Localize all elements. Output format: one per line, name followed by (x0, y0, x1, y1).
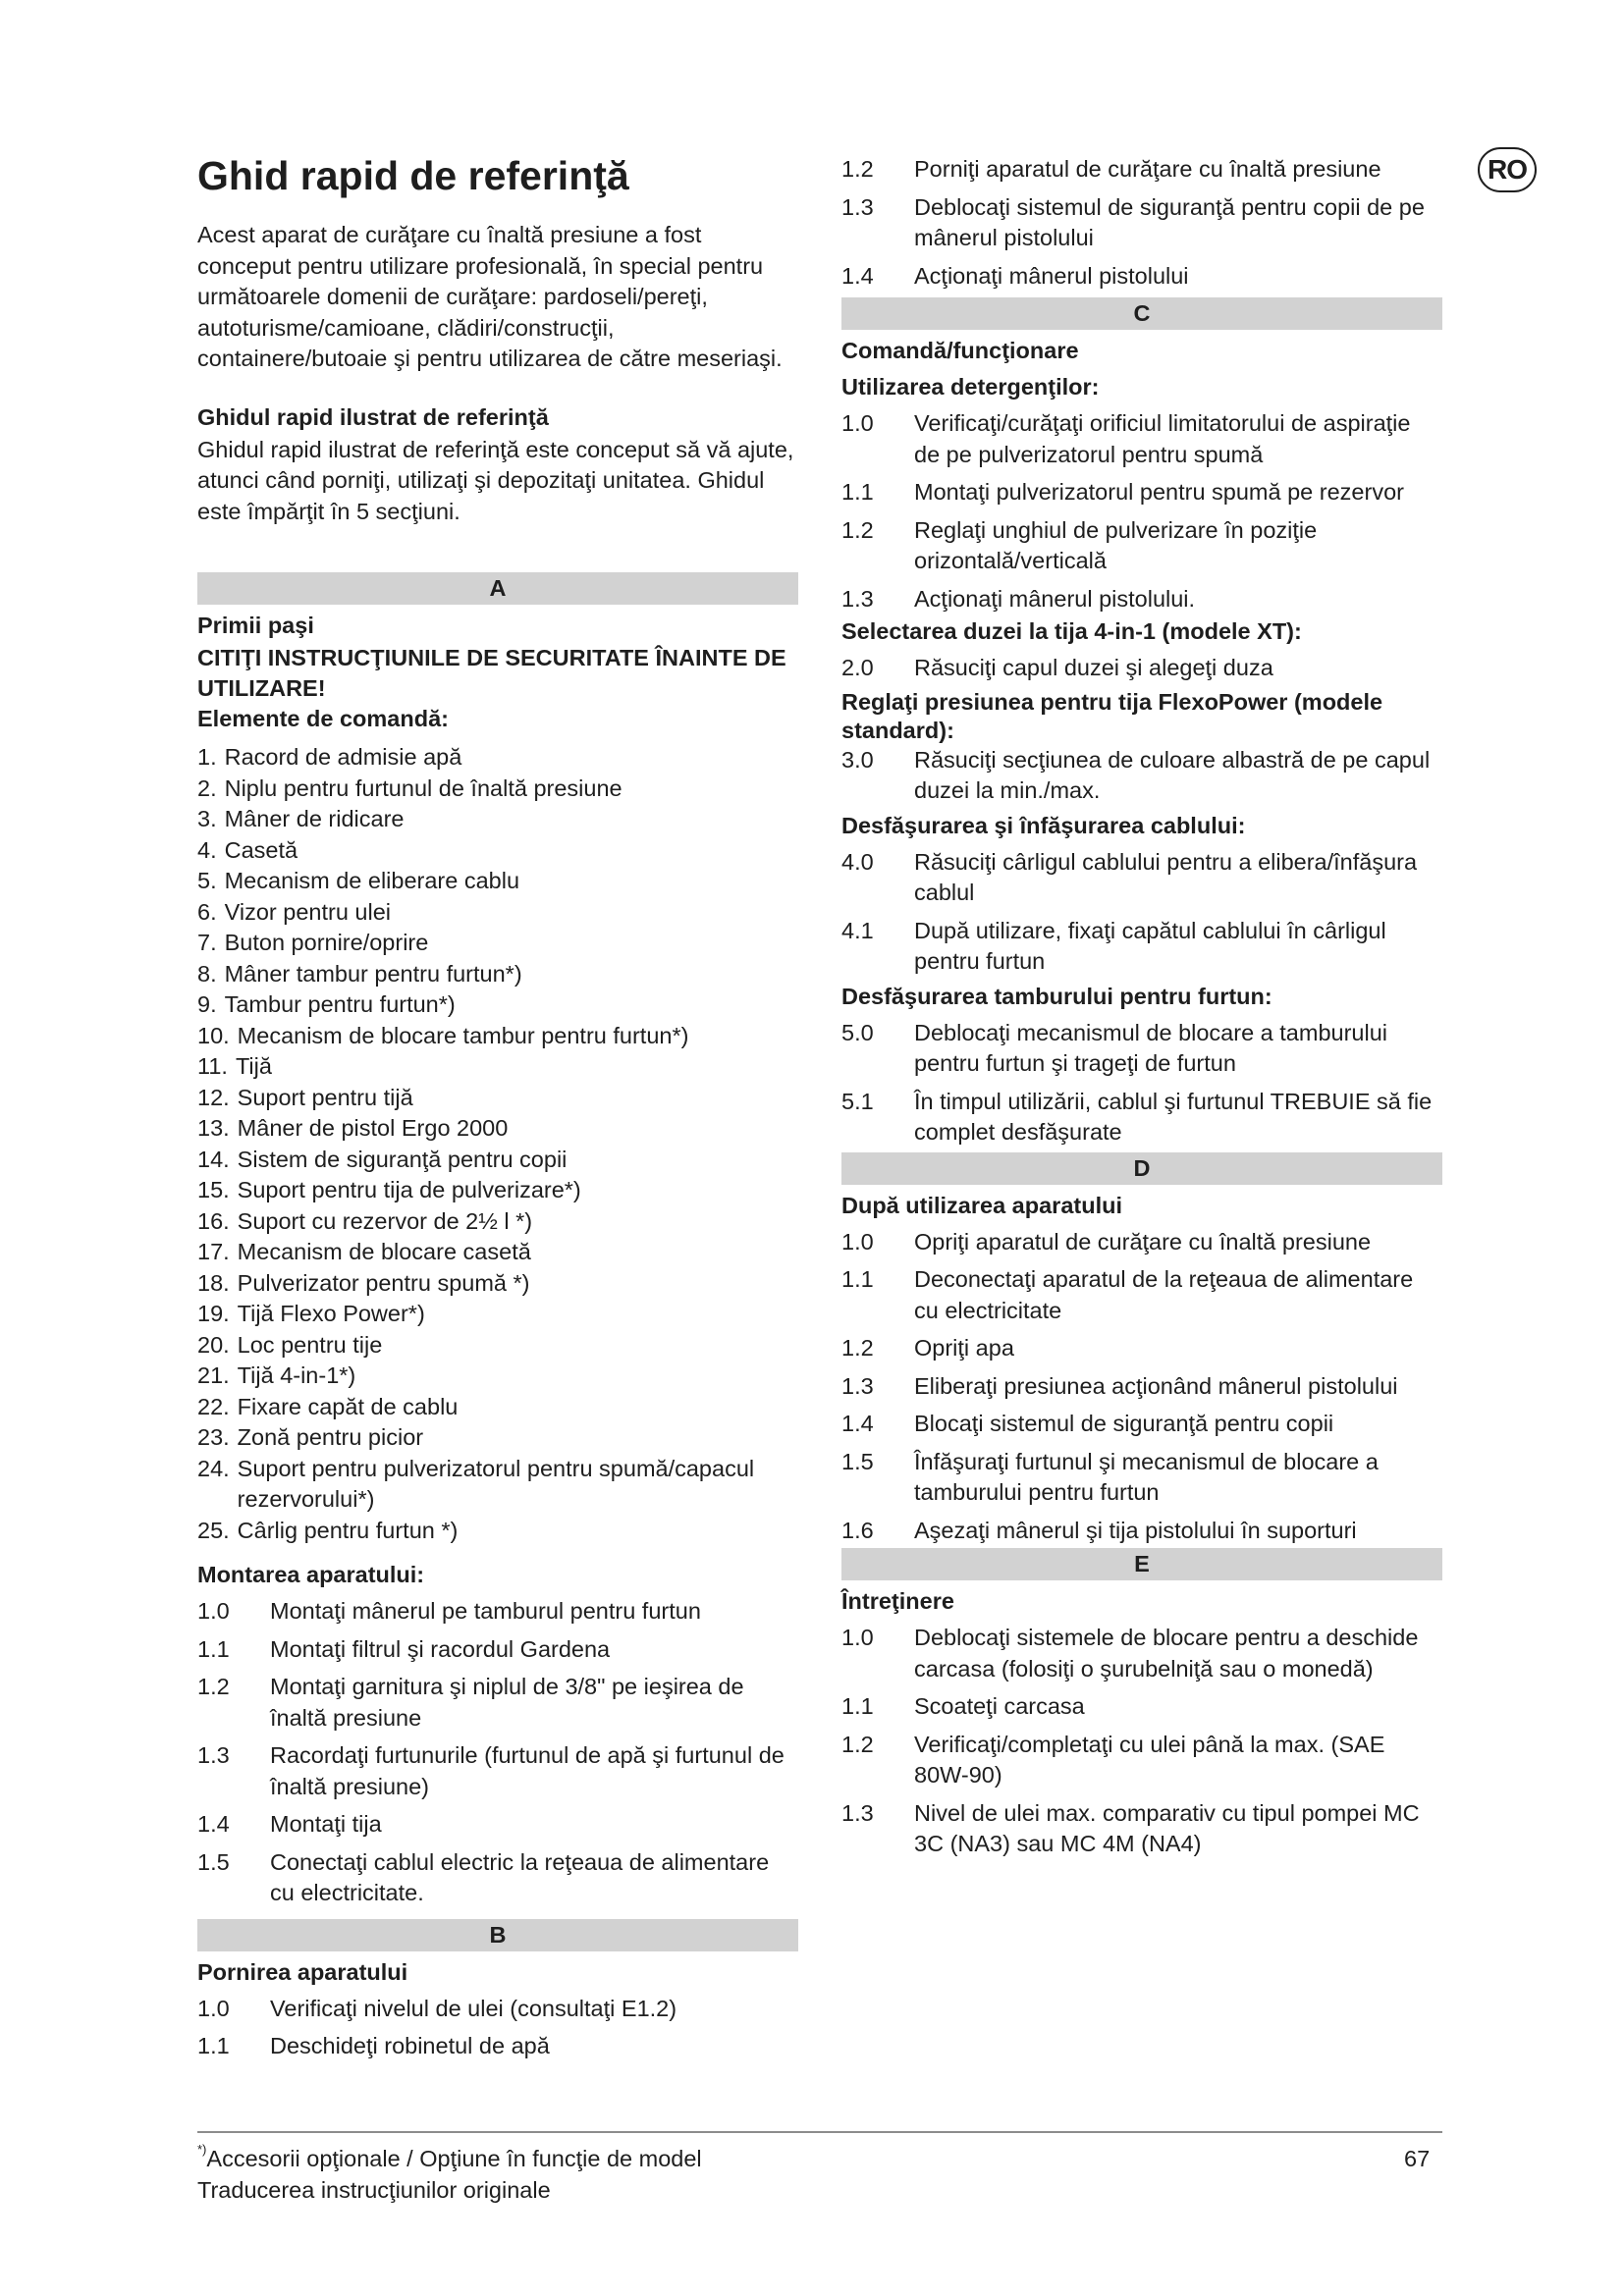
startup-step-number: 1.0 (197, 1995, 230, 2021)
control-number: 12. (197, 1084, 230, 1110)
startup-step-item (841, 192, 1442, 254)
after-use-step-number: 1.6 (841, 1517, 874, 1543)
control-item (197, 928, 798, 959)
control-number: 8. (197, 960, 217, 987)
maintenance-step-number: 1.3 (841, 1799, 874, 1826)
intro-paragraph: Acest aparat de curăţare cu înaltă presiune a fost conceput pentru utilizare profesională, în special pentru următoarele domenii de curăţare: pardoseli/pereţi, autoturisme/camioane, clădiri/construcţii, containere/butoaie şi pentru utilizarea de către meseriaşi. (197, 222, 783, 372)
control-number: 1. (197, 744, 217, 771)
control-item (197, 1330, 798, 1362)
control-number: 11. (197, 1053, 228, 1080)
assembly-step-text: Montaţi garnitura şi niplul de 3/8" pe ieşirea de înaltă presiune (270, 1674, 744, 1731)
maintenance-step-text: Nivel de ulei max. comparativ cu tipul pompei MC 3C (NA3) sau MC 4M (NA4) (914, 1799, 1420, 1856)
control-text: Suport pentru tijă (237, 1084, 413, 1110)
assembly-step-item (197, 1847, 798, 1909)
assembly-step-item (197, 1672, 798, 1734)
nozzle-step-text: Răsuciţi capul duzei şi alegeţi duza (914, 655, 1273, 680)
control-number: 19. (197, 1301, 230, 1327)
startup-step-text: Verificaţi nivelul de ulei (consultaţi E1.2) (270, 1995, 677, 2021)
nozzle-step-number: 2.0 (841, 655, 874, 680)
maintenance-step-text: Deblocaţi sistemele de blocare pentru a deschide carcasa (folosiţi o şurubelniţă sau o monedă) (914, 1625, 1419, 1682)
control-item (197, 1422, 798, 1454)
detergent-step-item (841, 515, 1442, 577)
control-text: Mâner de pistol Ergo 2000 (237, 1115, 509, 1142)
maintenance-step-text: Scoateţi carcasa (914, 1693, 1085, 1719)
cable-steps (841, 847, 1442, 978)
control-item (197, 1516, 798, 1547)
detergent-step-item (841, 477, 1442, 508)
reel-step-item (841, 1018, 1442, 1080)
footnote (197, 2143, 702, 2174)
section-e-heading: Întreţinere (841, 1588, 954, 1614)
after-use-step-item (841, 1516, 1442, 1547)
control-number: 24. (197, 1455, 230, 1481)
assembly-step-number: 1.4 (197, 1811, 230, 1838)
after-use-step-text: Opriţi apa (914, 1335, 1014, 1361)
startup-step-item (841, 154, 1442, 186)
detergent-step-text: Verificaţi/curăţaţi orificiul limitatorului de aspiraţie de pe pulverizatorul pentru spumă (914, 410, 1411, 467)
control-number: 22. (197, 1393, 230, 1419)
reel-step-text: Deblocaţi mecanismul de blocare a tamburului pentru furtun şi trageţi de furtun (914, 1019, 1387, 1076)
section-e-steps (841, 1623, 1442, 1860)
control-item (197, 989, 798, 1021)
section-bar-c: C (841, 297, 1442, 330)
cable-step-item (841, 916, 1442, 978)
after-use-step-number: 1.3 (841, 1372, 874, 1399)
maintenance-step-number: 1.0 (841, 1625, 874, 1650)
reel-step-text: În timpul utilizării, cablul şi furtunul TREBUIE să fie complet desfăşurate (914, 1088, 1433, 1145)
control-text: Niplu pentru furtunul de înaltă presiune (224, 774, 623, 801)
section-b-steps-continued (841, 154, 1442, 292)
detergents-steps (841, 408, 1442, 614)
control-text: Buton pornire/oprire (224, 930, 429, 956)
left-column (197, 154, 798, 2062)
reel-steps (841, 1018, 1442, 1148)
control-item (197, 897, 798, 929)
assembly-step-number: 1.3 (197, 1742, 230, 1769)
assembly-step-text: Montaţi mânerul pe tamburul pentru furtun (270, 1598, 701, 1625)
control-item (197, 1021, 798, 1052)
pressure-step-text: Răsuciţi secţiunea de culoare albastră de pe capul duzei la min./max. (914, 746, 1431, 803)
control-item (197, 1175, 798, 1206)
control-text: Casetă (224, 836, 298, 863)
control-item (197, 804, 798, 835)
control-item (197, 1051, 798, 1083)
nozzle-steps (841, 653, 1442, 684)
detergent-step-item (841, 408, 1442, 470)
maintenance-step-number: 1.1 (841, 1693, 874, 1719)
after-use-step-item (841, 1264, 1442, 1326)
control-text: Tambur pentru furtun*) (224, 991, 456, 1018)
after-use-step-number: 1.0 (841, 1228, 874, 1255)
nozzle-title: Selectarea duzei la tija 4-in-1 (modele XT): (841, 618, 1302, 644)
control-item (197, 1454, 798, 1516)
control-item (197, 1268, 798, 1300)
control-number: 23. (197, 1424, 230, 1451)
control-text: Mecanism de blocare casetă (237, 1239, 531, 1265)
control-item (197, 835, 798, 867)
startup-step-text: Deblocaţi sistemul de siguranţă pentru copii de pe mânerul pistolului (914, 193, 1425, 250)
control-number: 18. (197, 1269, 230, 1296)
control-number: 4. (197, 836, 217, 863)
control-number: 13. (197, 1115, 230, 1142)
control-text: Suport cu rezervor de 2½ l *) (237, 1207, 533, 1234)
pressure-title: Reglaţi presiunea pentru tija FlexoPower (modele standard): (841, 688, 1383, 743)
footnote-mark: *) (197, 2142, 207, 2157)
control-item (197, 1299, 798, 1330)
section-d-heading: După utilizarea aparatului (841, 1192, 1122, 1218)
assembly-step-number: 1.5 (197, 1848, 230, 1875)
cable-step-number: 4.1 (841, 917, 874, 943)
reel-step-item (841, 1087, 1442, 1148)
control-text: Mecanism de blocare tambur pentru furtun*) (237, 1022, 689, 1048)
control-number: 17. (197, 1239, 230, 1265)
control-item (197, 1237, 798, 1268)
detergent-step-text: Reglaţi unghiul de pulverizare în poziţie orizontală/verticală (914, 516, 1318, 573)
after-use-step-item (841, 1371, 1442, 1403)
control-item (197, 1083, 798, 1114)
after-use-step-text: Deconectaţi aparatul de la reţeaua de alimentare cu electricitate (914, 1266, 1414, 1323)
control-text: Zonă pentru picior (237, 1424, 424, 1451)
startup-step-text: Acţionaţi mânerul pistolului (914, 262, 1189, 289)
maintenance-step-item (841, 1730, 1442, 1791)
after-use-step-text: Eliberaţi presiunea acţionând mânerul pistolului (914, 1372, 1398, 1399)
assembly-step-number: 1.0 (197, 1598, 230, 1625)
control-number: 15. (197, 1177, 230, 1203)
section-a-heading: Primii paşi (197, 613, 314, 639)
control-number: 10. (197, 1022, 230, 1048)
control-item (197, 774, 798, 805)
control-item (197, 1392, 798, 1423)
reel-step-number: 5.1 (841, 1088, 874, 1114)
assembly-step-number: 1.1 (197, 1635, 230, 1662)
control-text: Sistem de siguranţă pentru copii (237, 1146, 568, 1172)
after-use-step-item (841, 1447, 1442, 1509)
control-text: Mecanism de eliberare cablu (224, 868, 520, 894)
cable-step-item (841, 847, 1442, 909)
section-bar-e: E (841, 1548, 1442, 1580)
after-use-step-number: 1.4 (841, 1411, 874, 1436)
control-text: Suport pentru pulverizatorul pentru spumă/capacul rezervorului*) (237, 1455, 755, 1513)
startup-step-text: Porniţi aparatul de curăţare cu înaltă presiune (914, 156, 1381, 182)
detergents-title: Utilizarea detergenţilor: (841, 374, 1100, 400)
control-number: 14. (197, 1146, 230, 1172)
section-bar-d: D (841, 1152, 1442, 1185)
illustrated-guide-title: Ghidul rapid ilustrat de referinţă (197, 403, 549, 430)
control-text: Tijă (235, 1053, 272, 1080)
after-use-step-item (841, 1409, 1442, 1440)
assembly-step-text: Racordaţi furtunurile (furtunul de apă şi furtunul de înaltă presiune) (270, 1742, 785, 1799)
assembly-step-number: 1.2 (197, 1674, 230, 1700)
reel-title: Desfăşurarea tamburului pentru furtun: (841, 983, 1272, 1009)
control-text: Tijă Flexo Power*) (237, 1301, 425, 1327)
maintenance-step-item (841, 1691, 1442, 1723)
right-column (841, 154, 1442, 1860)
translation-note: Traducerea instrucţiunilor originale (197, 2177, 551, 2203)
control-text: Mâner de ridicare (224, 806, 405, 832)
startup-step-item (841, 261, 1442, 293)
cable-step-number: 4.0 (841, 848, 874, 875)
assembly-steps (197, 1596, 798, 1909)
after-use-step-text: Înfăşuraţi furtunul şi mecanismul de blocare a tamburului pentru furtun (914, 1448, 1379, 1505)
control-text: Loc pentru tije (237, 1331, 383, 1358)
page-number: 67 (1404, 2146, 1431, 2171)
footer-rule (197, 2131, 1442, 2133)
footer-notes (197, 2143, 702, 2206)
control-text: Suport pentru tija de pulverizare*) (237, 1177, 581, 1203)
startup-step-number: 1.3 (841, 193, 874, 220)
control-item (197, 1145, 798, 1176)
maintenance-step-text: Verificaţi/completaţi cu ulei până la max. (SAE 80W-90) (914, 1731, 1385, 1788)
detergent-step-number: 1.1 (841, 479, 874, 505)
maintenance-step-item (841, 1623, 1442, 1684)
after-use-step-text: Aşezaţi mânerul şi tija pistolului în suporturi (914, 1517, 1357, 1543)
controls-list (197, 742, 798, 1546)
section-c-heading: Comandă/funcţionare (841, 338, 1079, 363)
control-number: 25. (197, 1517, 230, 1543)
control-item (197, 1361, 798, 1392)
control-text: Pulverizator pentru spumă *) (237, 1269, 530, 1296)
after-use-step-text: Blocaţi sistemul de siguranţă pentru copii (914, 1411, 1334, 1436)
assembly-step-text: Conectaţi cablul electric la reţeaua de alimentare cu electricitate. (270, 1848, 770, 1906)
startup-step-item (197, 2031, 798, 2062)
startup-step-number: 1.4 (841, 262, 874, 289)
section-b-heading: Pornirea aparatului (197, 1958, 408, 1985)
control-text: Fixare capăt de cablu (237, 1393, 459, 1419)
control-number: 21. (197, 1362, 230, 1389)
section-d-steps (841, 1227, 1442, 1547)
cable-step-text: După utilizare, fixaţi capătul cablului în cârligul pentru furtun (914, 917, 1386, 974)
detergent-step-number: 1.0 (841, 410, 874, 436)
control-text: Mâner tambur pentru furtun*) (224, 960, 522, 987)
assembly-step-item (197, 1634, 798, 1666)
after-use-step-number: 1.2 (841, 1335, 874, 1361)
detergent-step-text: Acţionaţi mânerul pistolului. (914, 585, 1196, 612)
assembly-step-item (197, 1740, 798, 1802)
control-number: 20. (197, 1331, 230, 1358)
after-use-step-number: 1.1 (841, 1266, 874, 1292)
language-badge: RO (1478, 147, 1537, 192)
page-title: Ghid rapid de referinţă (197, 153, 629, 198)
pressure-steps (841, 745, 1442, 807)
control-item (197, 1206, 798, 1238)
maintenance-step-number: 1.2 (841, 1731, 874, 1757)
control-number: 5. (197, 868, 217, 894)
assembly-step-text: Montaţi tija (270, 1811, 382, 1838)
control-text: Cârlig pentru furtun *) (237, 1517, 459, 1543)
control-number: 9. (197, 991, 217, 1018)
cable-step-text: Răsuciţi cârligul cablului pentru a elibera/înfăşura cablul (914, 848, 1418, 905)
detergent-step-text: Montaţi pulverizatorul pentru spumă pe rezervor (914, 479, 1404, 505)
after-use-step-item (841, 1333, 1442, 1364)
control-text: Racord de admisie apă (224, 744, 462, 771)
after-use-step-item (841, 1227, 1442, 1258)
section-b-steps (197, 1994, 798, 2062)
section-bar-b: B (197, 1919, 798, 1951)
control-number: 16. (197, 1207, 230, 1234)
detergent-step-number: 1.2 (841, 516, 874, 543)
control-item (197, 1113, 798, 1145)
control-number: 3. (197, 806, 217, 832)
control-text: Vizor pentru ulei (224, 898, 391, 925)
pressure-step-item (841, 745, 1442, 807)
section-bar-a: A (197, 572, 798, 605)
detergent-step-item (841, 584, 1442, 615)
control-number: 6. (197, 898, 217, 925)
footnote-text: Accesorii opţionale / Opţiune în funcţie de model (206, 2146, 702, 2171)
pressure-step-number: 3.0 (841, 746, 874, 773)
controls-title: Elemente de comandă: (197, 706, 449, 732)
control-number: 7. (197, 930, 217, 956)
startup-step-number: 1.1 (197, 2033, 230, 2059)
detergent-step-number: 1.3 (841, 585, 874, 612)
startup-step-item (197, 1994, 798, 2025)
assembly-title: Montarea aparatului: (197, 1562, 425, 1588)
assembly-step-item (197, 1596, 798, 1628)
control-item (197, 866, 798, 897)
control-item (197, 959, 798, 990)
safety-warning: CITIŢI INSTRUCŢIUNILE DE SECURITATE ÎNAINTE DE UTILIZARE! (197, 645, 786, 702)
startup-step-number: 1.2 (841, 156, 874, 182)
maintenance-step-item (841, 1798, 1442, 1860)
control-item (197, 742, 798, 774)
assembly-step-text: Montaţi filtrul şi racordul Gardena (270, 1635, 611, 1662)
illustrated-guide-text: Ghidul rapid ilustrat de referinţă este conceput să vă ajute, atunci când porniţi, utilizaţi şi depozitaţi unitatea. Ghidul este împărţit în 5 secţiuni. (197, 436, 794, 524)
cable-title: Desfăşurarea şi înfăşurarea cablului: (841, 812, 1246, 838)
after-use-step-number: 1.5 (841, 1448, 874, 1474)
control-text: Tijă 4-in-1*) (237, 1362, 356, 1389)
control-number: 2. (197, 774, 217, 801)
startup-step-text: Deschideţi robinetul de apă (270, 2033, 550, 2059)
after-use-step-text: Opriţi aparatul de curăţare cu înaltă presiune (914, 1228, 1372, 1255)
assembly-step-item (197, 1809, 798, 1841)
nozzle-step-item (841, 653, 1442, 684)
reel-step-number: 5.0 (841, 1019, 874, 1045)
